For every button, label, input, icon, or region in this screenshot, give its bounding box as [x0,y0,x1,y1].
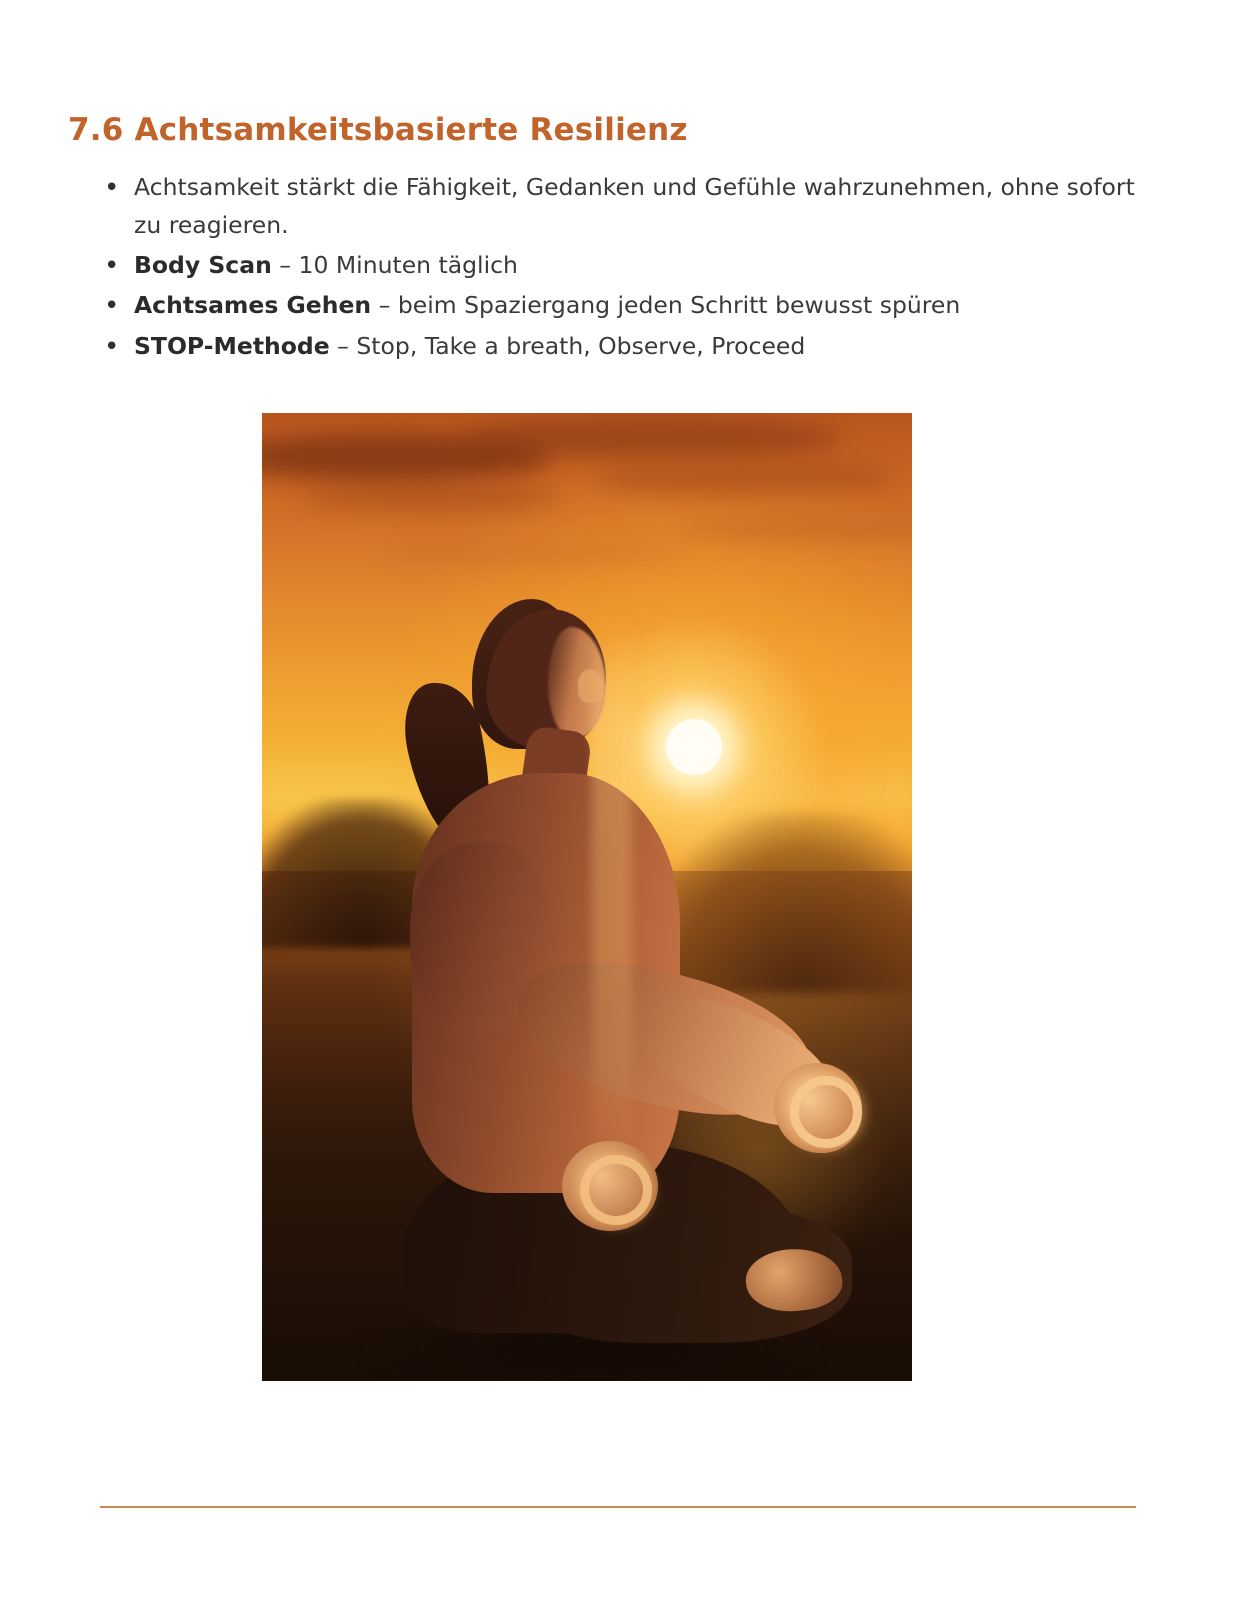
list-item [98,246,1136,284]
list-item-lead: STOP-Methode [134,331,330,360]
list-item [98,168,1136,244]
person-rim-light [592,613,632,1173]
list-item-text: – 10 Minuten täglich [271,251,518,280]
page-title: 7.6 Achtsamkeitsbasierte Resilienz [68,112,688,148]
bullet-list [68,168,1136,364]
list-item-lead: Body Scan [134,251,272,280]
person-right-hand-mudra [790,1076,862,1148]
list-item [98,327,1136,365]
list-item-text: – Stop, Take a breath, Observe, Proceed [329,331,806,360]
footer-divider [100,1506,1136,1508]
meditation-sunset-photo [262,413,912,1381]
figure-container [68,413,1136,1381]
meditating-person [262,413,912,1381]
list-item-text: Achtsamkeit stärkt die Fähigkeit, Gedanken und Gefühle wahrzunehmen, ohne sofort zu reagieren. [134,173,1135,240]
list-item [98,286,1136,324]
list-item-lead: Achtsames Gehen [134,291,372,320]
list-item-text: – beim Spaziergang jeden Schritt bewusst spüren [371,291,961,320]
